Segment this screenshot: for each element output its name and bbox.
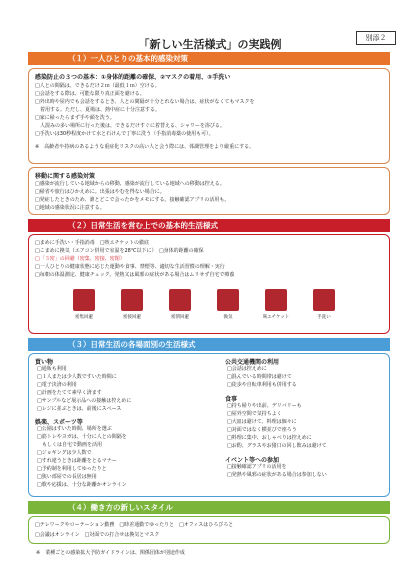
crowd-avoid-icon [73,289,95,311]
basic-line: □人との間隔は、できるだけ２ｍ（最低１ｍ）空ける。 [35,83,160,89]
sports-line: もしくは自宅で動画を活用 [37,442,103,448]
section1-travel-box [28,167,390,215]
basic-line: 着用する。ただし、夏場は、熱中症に十分注意する。 [35,107,161,113]
travel-line: □地域の感染状況に注意する。 [35,205,105,211]
icon-label: 咳エチケット [262,315,290,320]
basic-line: □家に帰ったらまず手や顔を洗う。 [35,115,115,121]
basic-note: ※ 高齢者や持病のあるような重症化リスクの高い人と会う際には、体調管理をより厳重にする。 [35,144,255,150]
travel-line: □感染が流行している地域からの移動、感染が流行している地域への移動は控える。 [35,181,225,187]
icon-label: 密閉回避 [171,315,189,320]
close-contact-avoid-icon [121,289,143,311]
transit-line: □会話は控えめに [227,366,267,372]
sports-line: □狭い部屋での長居は無用 [37,474,97,480]
meal-line: □お酌、グラスやお猪口の回し飲みは避けて [227,443,327,449]
cough-etiquette-icon [265,289,287,311]
icon-label: 手洗い [317,315,331,320]
meal-line: □持ち帰りや出前、デリバリーも [227,403,302,409]
meal-line: □料理に集中、おしゃべりは控えめに [227,435,312,441]
daily-line: □一人ひとりの健康状態に応じた運動や食事、禁煙等、適切な生活習慣の理解・実行 [35,264,225,270]
basic-line: □手洗いは30秒程度かけて水と石けんで丁寧に洗う（手指消毒薬の使用も可）。 [35,131,214,137]
section3-header: （３）日常生活の各場面別の生活様式 [28,338,390,351]
section4-header: （４）働き方の新しいスタイル [28,501,390,514]
shopping-line: □レジに並ぶときは、前後にスペース [37,406,122,412]
travel-line: □発症したときのため、誰とどこで会ったかをメモにする。接触確認アプリの活用も。 [35,197,230,203]
closed-space-avoid-icon [169,289,191,311]
section2-header: （２）日常生活を営む上での基本的生活様式 [28,219,390,232]
meal-line: □大皿は避けて、料理は個々に [227,419,297,425]
events-line: □接触確認アプリの活用を [227,464,287,470]
section3-box [28,353,390,497]
attachment-tag: 別添２ [356,31,396,45]
section1-header: （１）一人ひとりの基本的感染対策 [28,52,390,65]
pictogram-row [69,287,369,331]
basic-line: □会話をする際は、可能な限り真正面を避ける。 [35,91,145,97]
handwash-icon [313,289,335,311]
sports-line: □筋トレやヨガは、十分に人との間隔を [37,434,127,440]
basic-heading: 感染防止の３つの基本：①身体的距離の確保、②マスクの着用、③手洗い [35,74,231,81]
events-heading: イベント等への参加 [225,457,280,464]
transit-heading: 公共交通機関の利用 [225,359,280,366]
basic-line: □外出時や屋内でも会話をするとき、人との間隔が十分とれない場合は、症状がなくてもマスクを [35,99,255,105]
footer-note: ※ 業種ごとの感染拡大予防ガイドラインは、関係団体が別途作成 [36,550,185,556]
icon-label: 密集回避 [75,315,93,320]
sports-heading: 娯楽、スポーツ等 [35,419,83,426]
meal-line: □屋外空間で気持ちよく [227,411,282,417]
shopping-line: □電子決済の利用 [37,382,77,388]
shopping-line: □１人または少人数ですいた時間に [37,374,117,380]
daily-line: □「３密」の回避（密集、密接、密閉） [35,256,125,262]
sports-line: □ジョギングは少人数で [37,450,92,456]
meal-line: □対面ではなく横並びで座ろう [227,427,297,433]
icon-label: 換気 [223,315,233,320]
daily-line: □毎朝の体温測定、健康チェック。発熱又は風邪の症状がある場合はムリせず自宅で療養 [35,272,235,278]
travel-line: □帰省や旅行はひかえめに。出張はやむを得ない場合に。 [35,189,165,195]
shopping-line: □通販も利用 [37,366,67,372]
sports-line: □公園はすいた時間、場所を選ぶ [37,426,112,432]
sports-line: □予約制を利用してゆったりと [37,466,107,472]
ventilation-icon [217,289,239,311]
work-line: □テレワークやローテーション勤務 □時差通勤でゆったりと □オフィスはひろびろと [35,522,234,528]
page-title: 「新しい生活様式」の実践例 [138,38,282,51]
section2-box [28,234,390,334]
sports-line: □すれ違うときは距離をとるマナー [37,458,117,464]
daily-line: □こまめに換気（エアコン併用で室温を28℃以下に） □身体的距離の確保 [35,248,204,254]
meal-heading: 食事 [225,396,238,403]
basic-line: 人混みの多い場所に行った後は、できるだけすぐに着替える、シャワーを浴びる。 [35,123,225,129]
work-line: □会議はオンライン □対面での打合せは換気とマスク [35,532,160,538]
daily-line: □まめに手洗い・手指消毒 □咳エチケットの徹底 [35,240,150,246]
section1-basic-box [28,68,390,164]
shopping-line: □計画をたてて素早く済ます [37,390,102,396]
travel-heading: 移動に関する感染対策 [35,173,96,180]
icon-label: 密接回避 [123,315,141,320]
sports-line: □歌や応援は、十分な距離かオンライン [37,482,127,488]
transit-line: □混んでいる時間帯は避けて [227,374,292,380]
shopping-line: □サンプルなど展示品への接触は控えめに [37,398,132,404]
shopping-heading: 買い物 [35,359,54,366]
transit-line: □徒歩や自転車利用も併用する [227,382,297,388]
events-line: □発熱や風邪の症状がある場合は参加しない [227,472,327,478]
section4-box [28,516,390,544]
